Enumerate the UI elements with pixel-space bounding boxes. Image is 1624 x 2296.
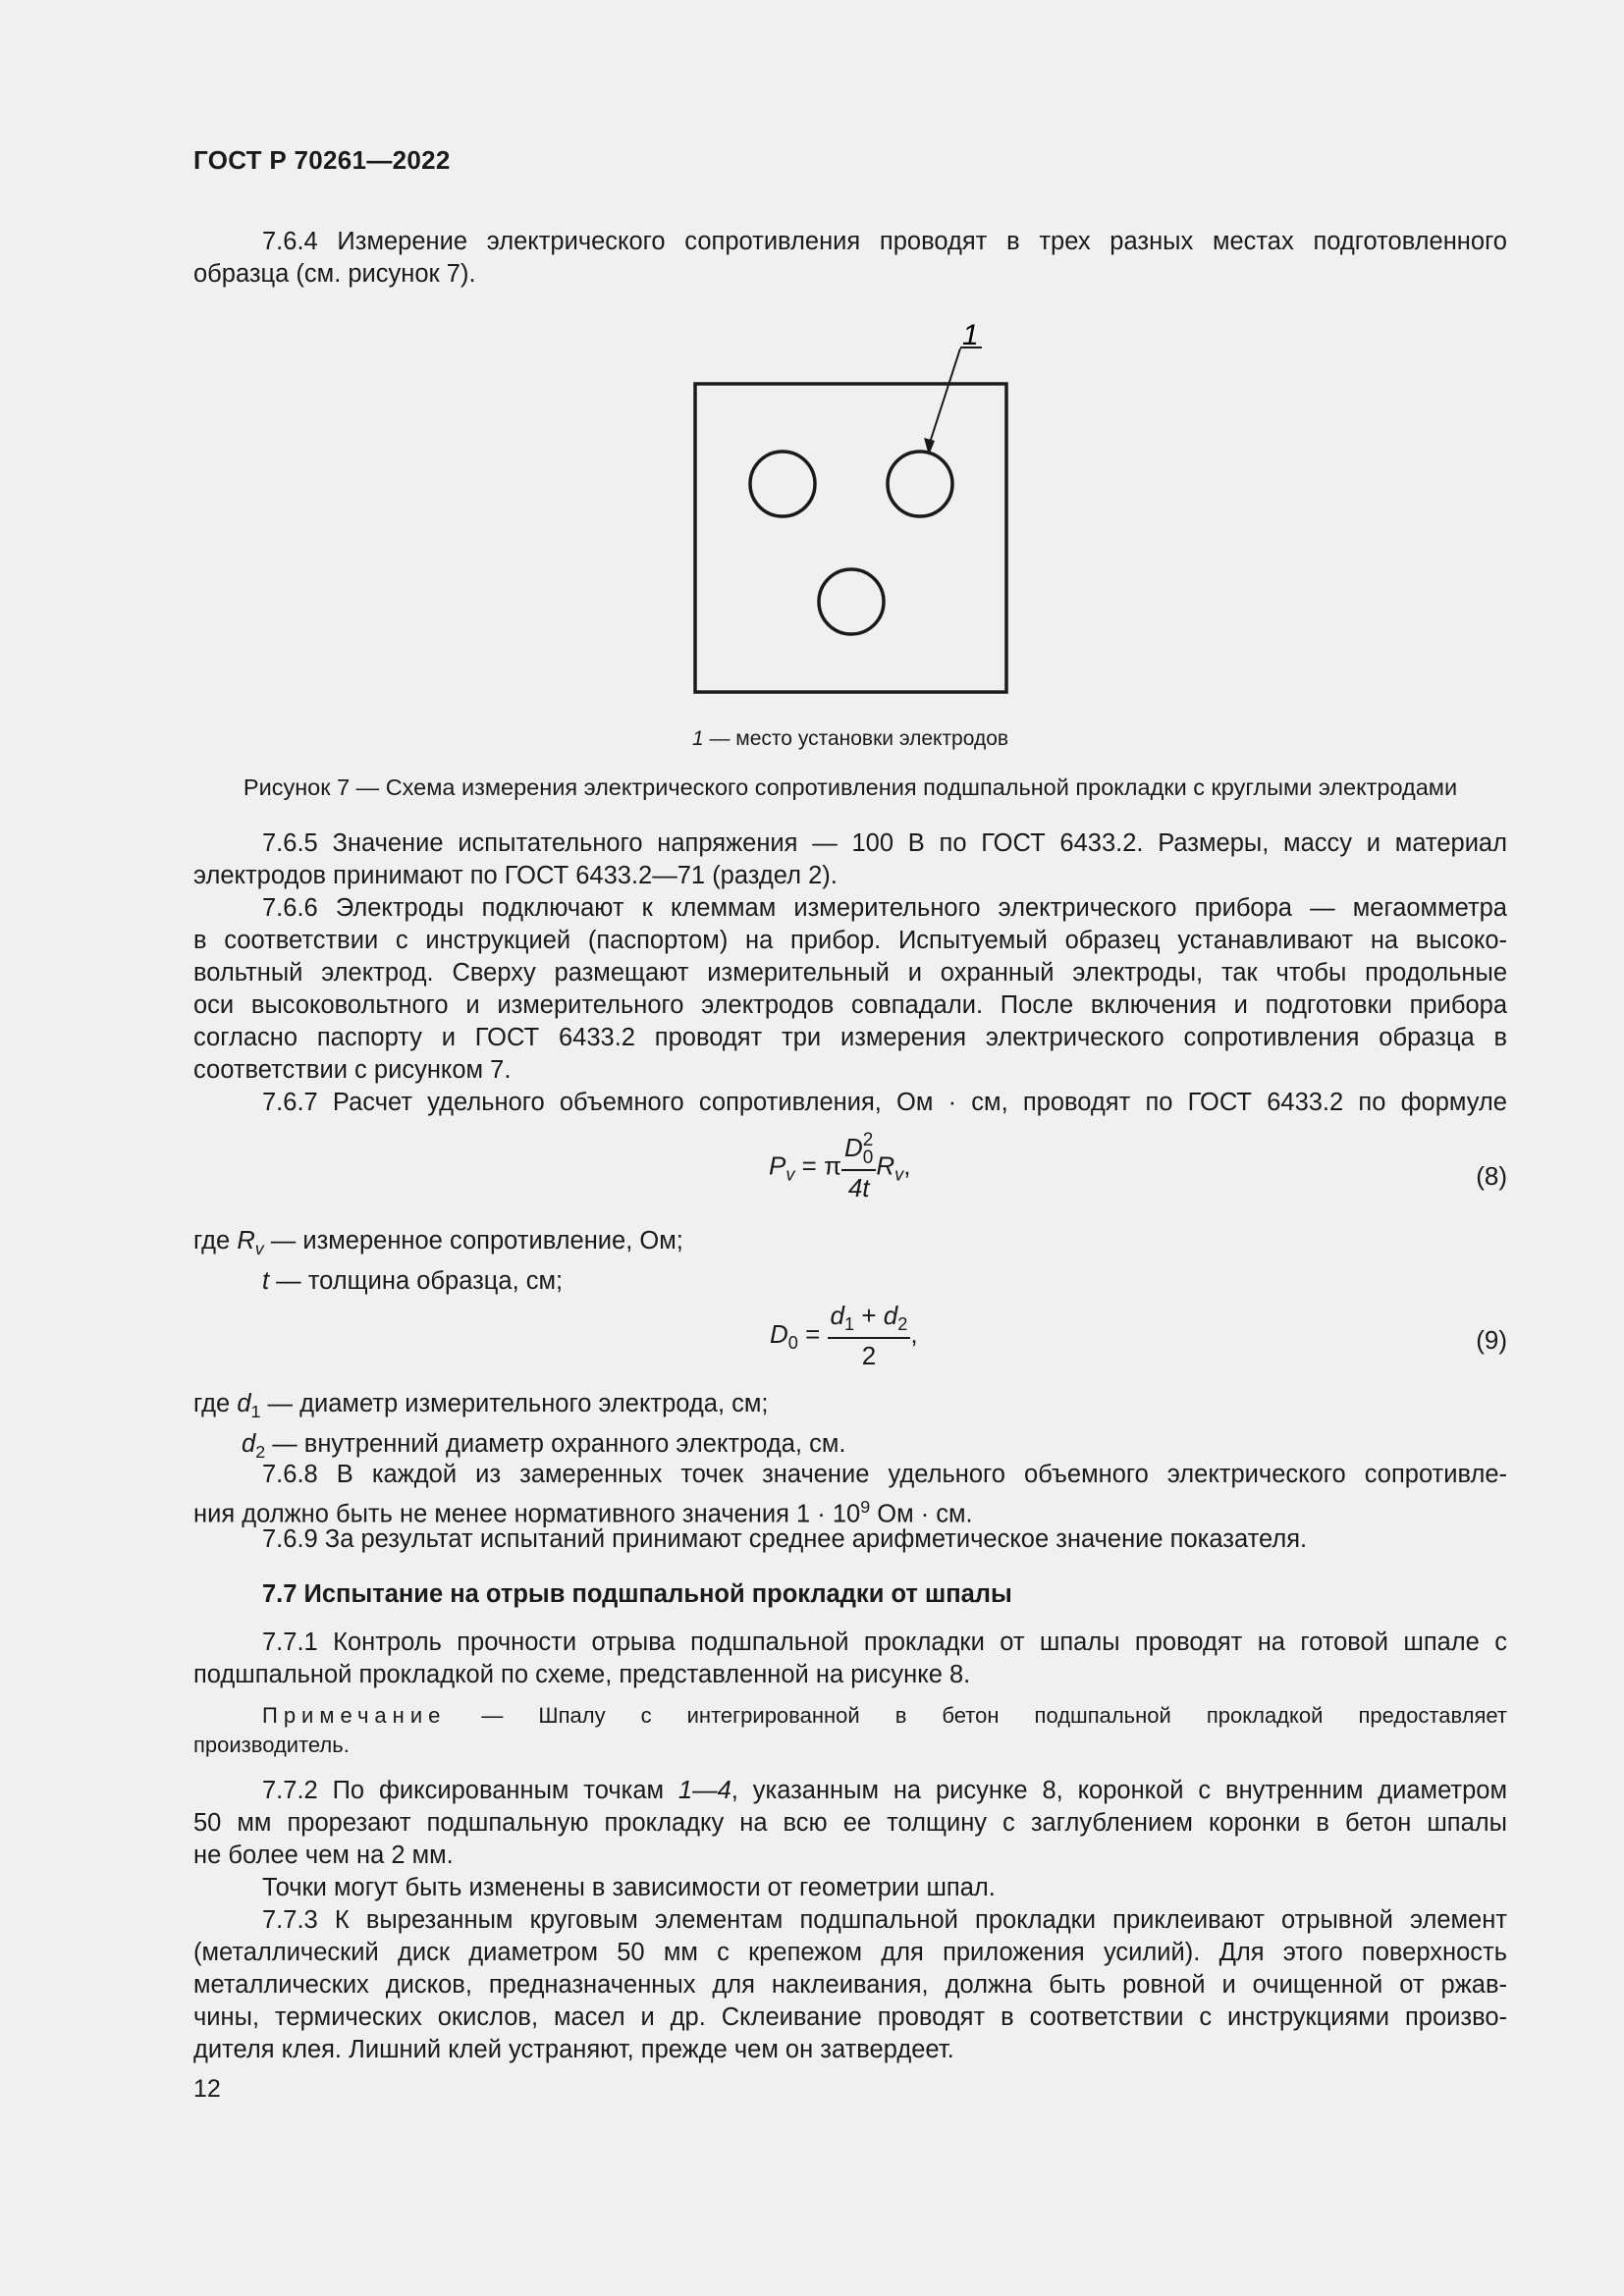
paragraph-7-7-2	[193, 1775, 1507, 1872]
paragraph-7-6-8	[193, 1459, 1507, 1531]
electrode-circle-left	[750, 452, 815, 516]
text-line: согласно паспорту и ГОСТ 6433.2 проводят три измерения электрического сопротивления образца в	[193, 1024, 1507, 1051]
text-line: образца (см. рисунок 7).	[193, 260, 476, 288]
section-heading-7-7: 7.7 Испытание на отрыв подшпальной прокладки от шпалы	[262, 1580, 1012, 1608]
text-line: дителя клея. Лишний клей устраняют, прежде чем он затвердеет.	[193, 2036, 954, 2063]
figure-7-caption: Рисунок 7 — Схема измерения электрического сопротивления подшпальной прокладки с круглыми электродами	[243, 774, 1458, 800]
text-line: 7.6.5 Значение испытательного напряжения — 100 В по ГОСТ 6433.2. Размеры, массу и материал	[262, 829, 1507, 857]
where-line-d1: где $d_1$ — диаметр измерительного электрода, см;	[193, 1390, 769, 1422]
legend-number: 1	[691, 727, 704, 750]
electrode-circle-bottom	[819, 569, 884, 634]
formula-var: R	[876, 1150, 895, 1181]
text-line: 7.7.2 По фиксированным точкам 1—4, указанным на рисунке 8, коронкой с внутренним диаметром	[262, 1777, 1507, 1804]
where-line-d2: $d_2$ — внутренний диаметр охранного электрода, см.	[242, 1430, 846, 1463]
paragraph-7-7-1	[193, 1627, 1507, 1691]
paragraph-7-6-5	[193, 828, 1507, 892]
text-line: электродов принимают по ГОСТ 6433.2—71 (раздел 2).	[193, 862, 838, 889]
note-label: Примечание	[262, 1703, 447, 1728]
formula-var: P	[769, 1150, 786, 1181]
text-line: 50 мм прорезают подшпальную прокладку на всю ее толщину с заглублением коронки в бетон шпалы	[193, 1809, 1507, 1837]
sample-square	[695, 384, 1006, 692]
paragraph-7-6-4	[193, 226, 1507, 291]
paragraph-7-7-2-note	[193, 1872, 1507, 1904]
paragraph-7-6-9	[193, 1523, 1507, 1556]
callout-number: 1	[962, 319, 979, 351]
note-block	[193, 1701, 1507, 1760]
text-line: оси высоковольтного и измерительного электродов совпадали. После включения и подготовки прибора	[193, 991, 1507, 1019]
where-line-rv: где $R_v$ — измеренное сопротивление, Ом;	[193, 1227, 683, 1259]
text-line: 7.6.7 Расчет удельного объемного сопротивления, Ом · см, проводят по ГОСТ 6433.2 по формуле	[262, 1089, 1507, 1116]
text-line: металлических дисков, предназначенных для наклеивания, должна быть ровной и очищенной от ржав-	[193, 1971, 1507, 1999]
paragraph-7-6-7	[193, 1087, 1507, 1119]
text-line: в соответствии с инструкцией (паспортом) на прибор. Испытуемый образец устанавливают на высоко-	[193, 927, 1507, 954]
text-line: (металлический диск диаметром 50 мм с крепежом для приложения усилий). Для этого поверхность	[193, 1939, 1507, 1966]
text-line: подшпальной прокладкой по схеме, представленной на рисунке 8.	[193, 1661, 971, 1688]
document-header: ГОСТ Р 70261—2022	[193, 145, 451, 175]
formula-var: 4t	[847, 1173, 870, 1202]
formula-sub: 0	[862, 1148, 874, 1168]
text-line: соответствии с рисунком 7.	[193, 1056, 512, 1084]
callout-leader	[929, 348, 960, 446]
text-line: Точки могут быть изменены в зависимости от геометрии шпал.	[262, 1874, 996, 1901]
formula-var: D	[844, 1132, 863, 1162]
text-line: вольтный электрод. Сверху размещают измерительный и охранный электроды, так чтобы продольные	[193, 959, 1507, 987]
legend-text: — место установки электродов	[703, 727, 1009, 750]
formula-sup: 2	[862, 1130, 874, 1150]
formula-fraction	[841, 1132, 876, 1203]
text-line: не более чем на 2 мм.	[193, 1842, 454, 1869]
paragraph-7-7-3	[193, 1904, 1507, 2066]
paragraph-7-6-6	[193, 892, 1507, 1087]
text-line: 7.7.1 Контроль прочности отрыва подшпальной прокладки от шпалы проводят на готовой шпале с	[262, 1629, 1507, 1656]
equation-number-8: (8)	[1476, 1161, 1507, 1191]
text-line: 7.6.9 За результат испытаний принимают среднее арифметическое значение показателя.	[262, 1525, 1308, 1553]
formula-8	[769, 1132, 910, 1203]
text-line: ния должно быть не менее нормативного значения $1 \cdot 10^9$ Ом · см.	[193, 1497, 973, 1528]
electrode-circle-right	[888, 452, 952, 516]
text-line: 7.6.8 В каждой из замеренных точек значение удельного объемного электрического сопротивле-	[262, 1461, 1507, 1488]
formula-op: = π	[794, 1150, 842, 1181]
text-line: 7.7.3 К вырезанным круговым элементам подшпальной прокладки приклеивают отрывной элемент	[262, 1906, 1507, 1934]
formula-sub: v	[894, 1164, 904, 1185]
where-block-8	[193, 1225, 1507, 1298]
text-line: 7.6.4 Измерение электрического сопротивления проводят в трех разных местах подготовленного	[262, 228, 1507, 255]
note-line: производитель.	[193, 1733, 350, 1757]
page-number: 12	[193, 2075, 221, 2103]
figure-7-diagram	[677, 314, 1031, 702]
where-block-9	[193, 1388, 1507, 1468]
figure-7-legend	[193, 722, 1507, 755]
text-line: чины, термических окислов, масел и др. Склеивание проводят в соответствии с инструкциями произво-	[193, 2003, 1507, 2031]
formula-fraction: $\frac{d_1 + d_2}{2}$	[828, 1301, 911, 1371]
formula-9: $D_0$ = $\frac{d_1 + d_2}{2}$ ,	[770, 1301, 918, 1371]
where-line-t: t — толщина образца, см;	[262, 1267, 564, 1296]
note-line: Примечание — Шпалу с интегрированной в бетон подшпальной прокладкой предоставляет	[262, 1703, 1507, 1728]
text-line: 7.6.6 Электроды подключают к клеммам измерительного электрического прибора — мегаомметра	[262, 894, 1507, 922]
formula-sub: v	[785, 1164, 795, 1185]
equation-number-9: (9)	[1476, 1325, 1507, 1355]
formula-op: ,	[903, 1150, 911, 1181]
